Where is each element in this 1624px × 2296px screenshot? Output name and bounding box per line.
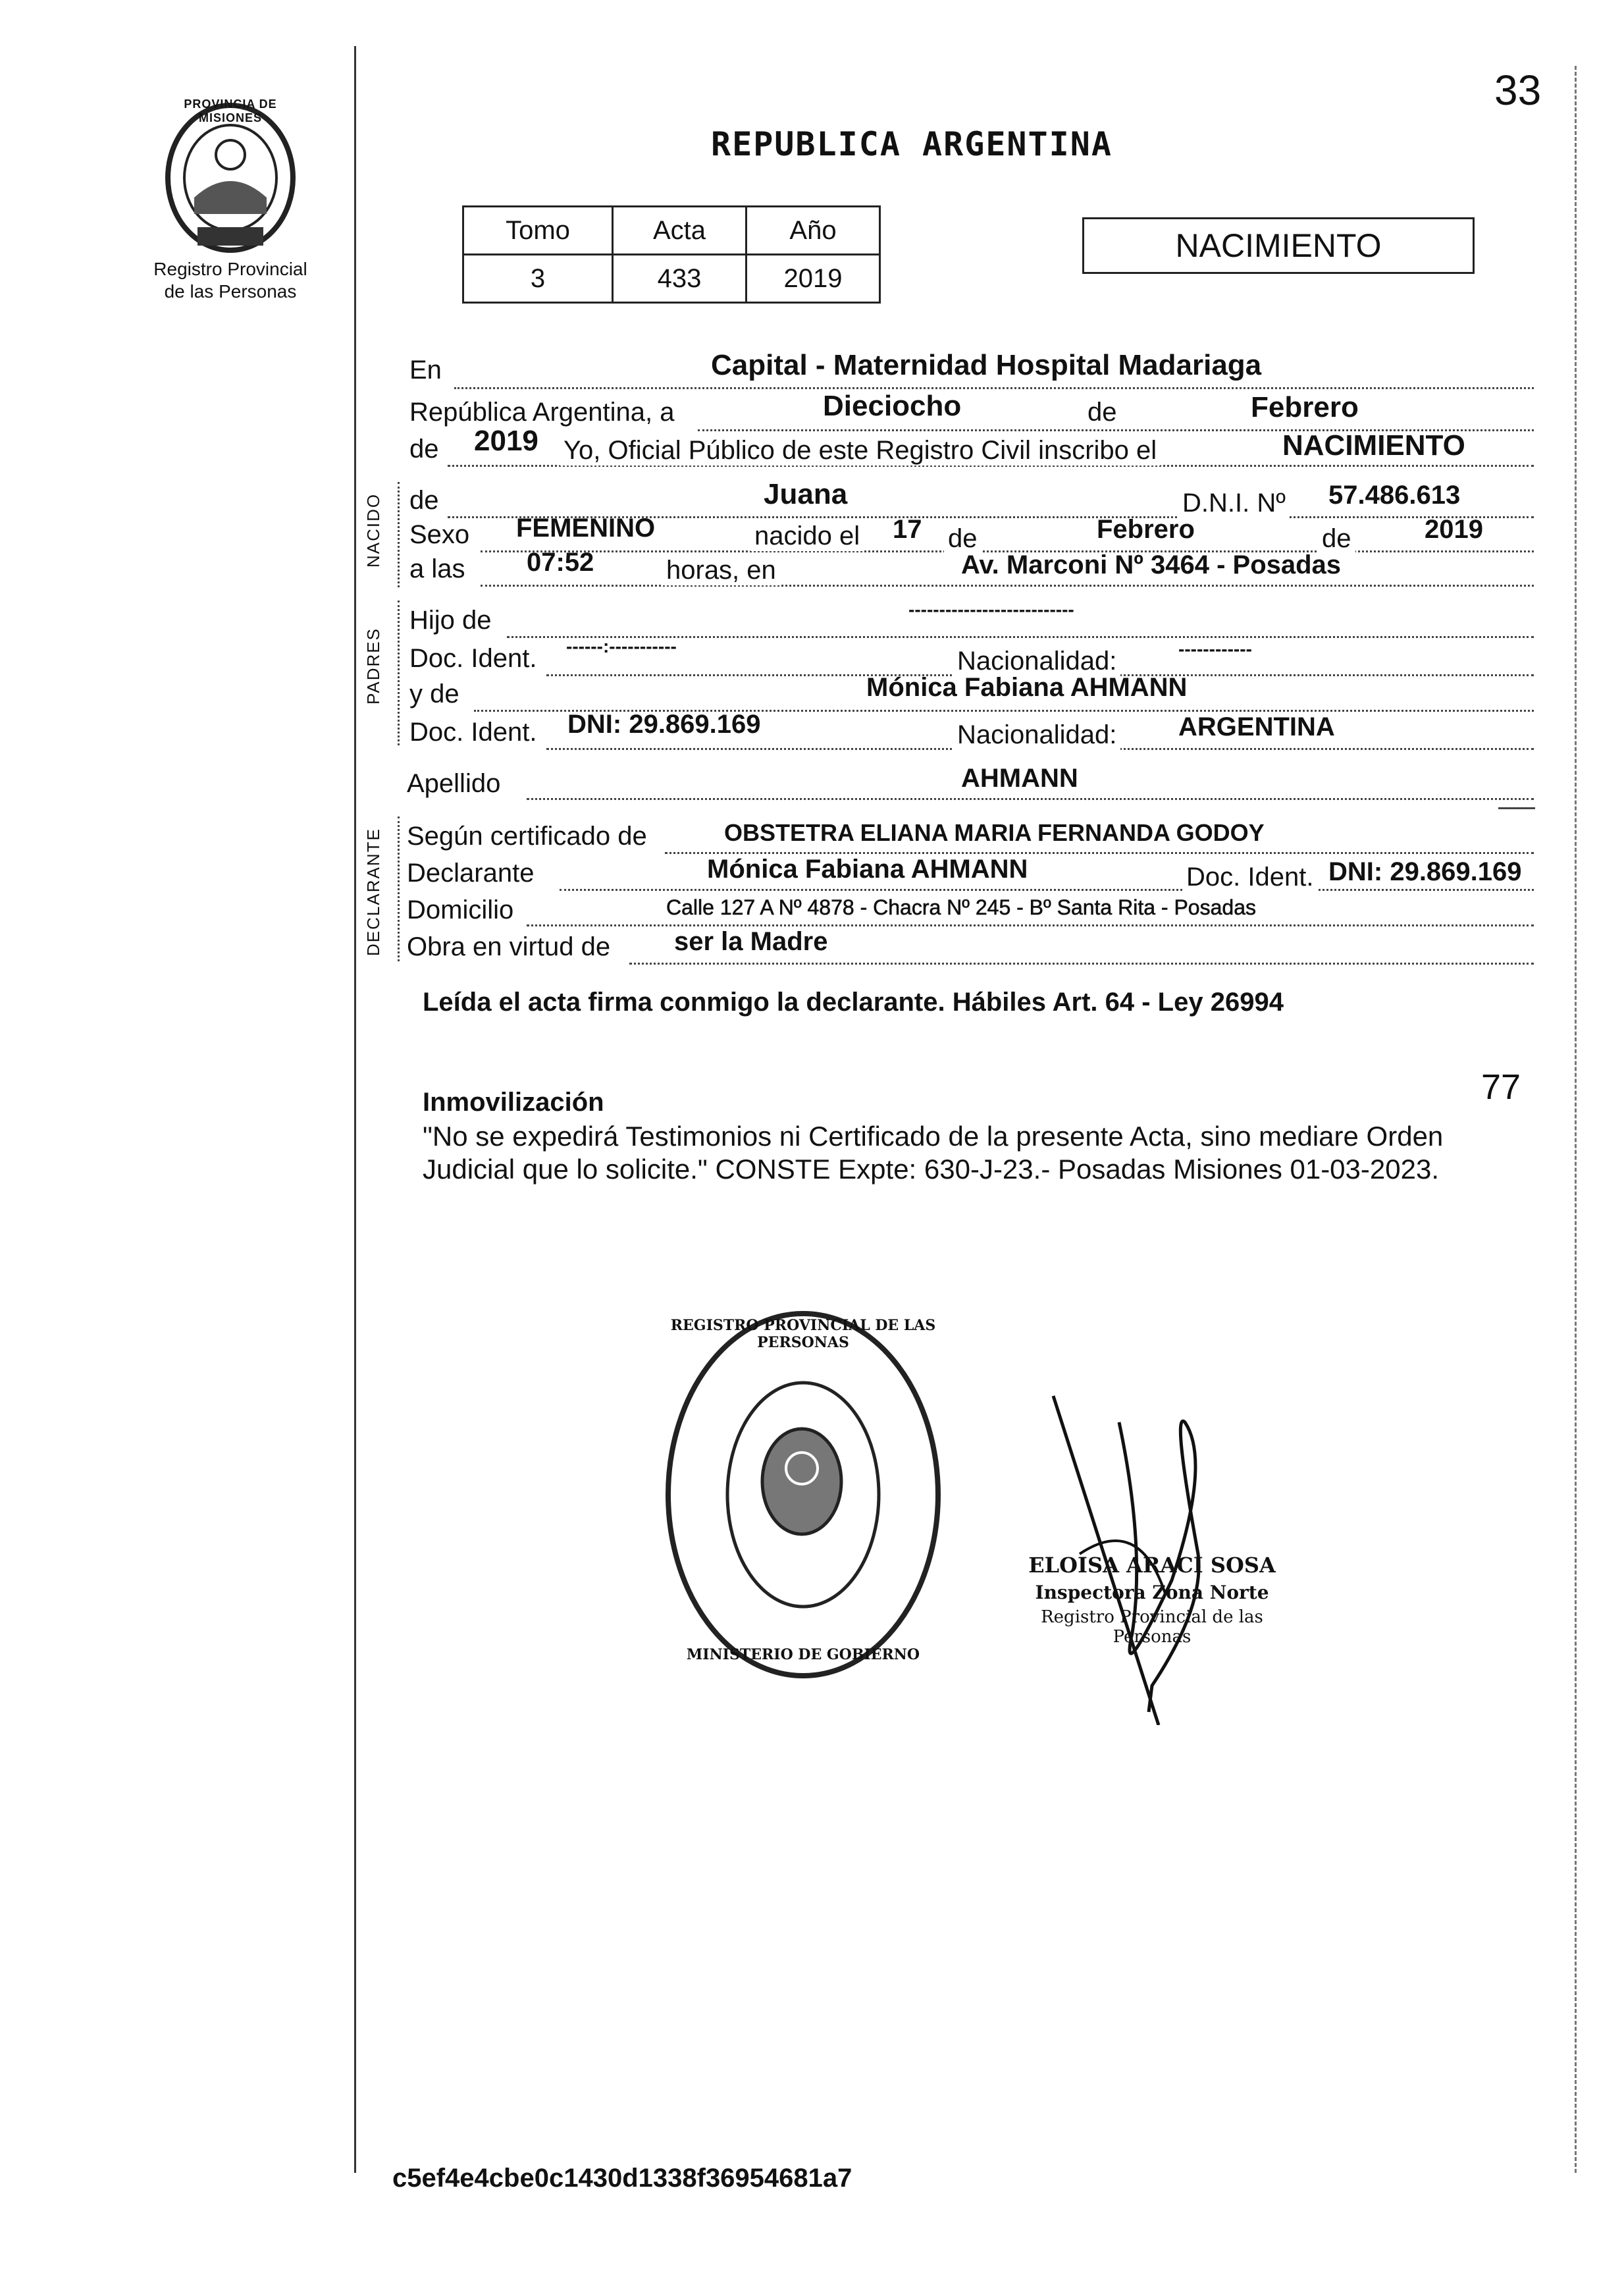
inmovilizacion-line2: Judicial que lo solicite." CONSTE Expte: 630-J-23.- Posadas Misiones 01-03-2023.: [423, 1154, 1439, 1185]
registry-name-line2: de las Personas: [164, 281, 297, 302]
record-type: NACIMIENTO: [1175, 227, 1382, 264]
closing-statement: Leída el acta firma conmigo la declarante. Hábiles Art. 64 - Ley 26994: [423, 988, 1284, 1017]
value-acto: NACIMIENTO: [1282, 429, 1465, 462]
official-stamp-icon: [658, 1304, 948, 1686]
side-label-declarante: DECLARANTE: [363, 828, 383, 956]
dots-certificado: [665, 852, 1534, 854]
registry-name: [132, 258, 329, 303]
header-acta: Acta: [613, 207, 747, 255]
dots-obra: [629, 963, 1534, 965]
value-padre-doc: ------:-----------: [566, 636, 677, 656]
label-de-mes: de: [1084, 398, 1121, 427]
value-padre-nac: ------------: [1178, 639, 1252, 659]
record-table-header-row: [463, 207, 880, 255]
header-tomo: Tomo: [463, 207, 613, 255]
seal-text: PROVINCIA DE MISIONES: [184, 97, 277, 124]
value-obra: ser la Madre: [674, 927, 828, 956]
value-mes-nac: Febrero: [1097, 515, 1195, 544]
label-obra-en-virtud: Obra en virtud de: [407, 932, 611, 961]
dots-declarante: [560, 889, 1534, 891]
label-y-de: y de: [409, 680, 459, 708]
label-apellido: Apellido: [407, 769, 501, 798]
signer-block: [1001, 1553, 1303, 1647]
dots-apellido: [527, 798, 1534, 800]
signer-office: Registro Provincial de las Personas: [1041, 1607, 1263, 1647]
right-margin-line: [1575, 66, 1577, 2173]
value-hora: 07:52: [527, 548, 594, 577]
value-declarante: Mónica Fabiana AHMANN: [707, 855, 1028, 884]
value-madre-nac: ARGENTINA: [1178, 712, 1335, 741]
declarante-brace: [398, 816, 400, 961]
record-type-box: [1082, 217, 1475, 274]
separator-line: [1498, 807, 1535, 809]
stamp-bottom-text: MINISTERIO DE GOBIERNO: [686, 1646, 920, 1663]
value-lugar: Capital - Maternidad Hospital Madariaga: [711, 349, 1262, 381]
padres-brace: [398, 601, 400, 745]
value-anio-nac: 2019: [1425, 515, 1483, 544]
value-dia-nac: 17: [893, 515, 922, 544]
label-sexo: Sexo: [409, 520, 470, 549]
label-doc-ident-1: Doc. Ident.: [409, 644, 537, 673]
header-anio: Año: [747, 207, 880, 255]
label-de-anio-nac: de: [1318, 524, 1355, 554]
official-stamp: [658, 1304, 948, 1686]
note-number: 77: [1481, 1067, 1521, 1107]
label-nacionalidad-1: Nacionalidad:: [953, 647, 1120, 676]
label-hijo-de: Hijo de: [409, 606, 492, 635]
value-sexo: FEMENINO: [516, 514, 656, 543]
value-nombre: Juana: [764, 478, 848, 510]
label-doc-ident-decl: Doc. Ident.: [1182, 863, 1317, 892]
inmovilizacion-title: Inmovilización: [423, 1088, 604, 1117]
dots-domicilio: [527, 924, 1534, 926]
registry-seal: [158, 99, 303, 257]
label-de-nombre: de: [409, 486, 439, 515]
signer-title: Inspectora Zona Norte: [1035, 1582, 1269, 1603]
signer-name: ELOISA ARACI SOSA: [1028, 1553, 1276, 1578]
label-de-mes-nac: de: [944, 524, 982, 554]
label-a-las: a las: [409, 554, 465, 583]
registry-name-line1: Registro Provincial: [153, 259, 307, 279]
record-table-value-row: [463, 255, 880, 303]
side-label-padres: PADRES: [363, 627, 383, 705]
value-domicilio: Calle 127 A Nº 4878 - Chacra Nº 245 - Bº Santa Rita - Posadas: [666, 895, 1256, 919]
country-heading: REPUBLICA ARGENTINA: [711, 125, 1113, 163]
dots-hora: [481, 585, 1534, 587]
label-republica: República Argentina, a: [409, 398, 675, 427]
label-doc-ident-2: Doc. Ident.: [409, 718, 537, 747]
left-margin-line: [354, 46, 356, 2173]
label-dni: D.N.I. Nº: [1178, 489, 1290, 518]
record-table: [462, 205, 881, 304]
value-declarante-doc: DNI: 29.869.169: [1328, 857, 1522, 886]
dots-en: [454, 387, 1534, 389]
value-lugar-nac: Av. Marconi Nº 3464 - Posadas: [961, 550, 1342, 579]
label-declarante: Declarante: [407, 859, 535, 888]
label-en: En: [409, 356, 442, 385]
stamp-top-text: REGISTRO PROVINCIAL DE LAS PERSONAS: [670, 1317, 936, 1351]
value-tomo: 3: [463, 255, 613, 303]
value-acta: 433: [613, 255, 747, 303]
value-dni: 57.486.613: [1328, 481, 1461, 510]
value-anio: 2019: [474, 425, 538, 457]
value-dia: Dieciocho: [823, 390, 962, 422]
value-mes: Febrero: [1251, 391, 1359, 423]
value-madre-doc: DNI: 29.869.169: [567, 710, 761, 739]
value-certificado: OBSTETRA ELIANA MARIA FERNANDA GODOY: [724, 819, 1265, 846]
nacido-brace: [398, 482, 400, 587]
document-hash: c5ef4e4cbe0c1430d1338f36954681a7: [392, 2164, 852, 2193]
label-segun-certificado: Según certificado de: [407, 822, 647, 851]
label-nacido-el: nacido el: [750, 521, 864, 551]
value-padre: ---------------------------: [908, 599, 1074, 620]
value-anio: 2019: [747, 255, 880, 303]
label-de-anio: de: [409, 435, 439, 464]
value-apellido: AHMANN: [961, 764, 1078, 793]
label-domicilio: Domicilio: [407, 895, 514, 924]
value-madre: Mónica Fabiana AHMANN: [866, 673, 1188, 702]
side-label-nacido: NACIDO: [363, 493, 383, 568]
page-number: 33: [1494, 67, 1542, 114]
label-horas-en: horas, en: [662, 556, 780, 585]
label-inscribo: Yo, Oficial Público de este Registro Civil inscribo el: [560, 436, 1161, 466]
label-nacionalidad-2: Nacionalidad:: [953, 720, 1120, 750]
inmovilizacion-line1: "No se expedirá Testimonios ni Certificado de la presente Acta, sino mediare Orden: [423, 1121, 1444, 1152]
